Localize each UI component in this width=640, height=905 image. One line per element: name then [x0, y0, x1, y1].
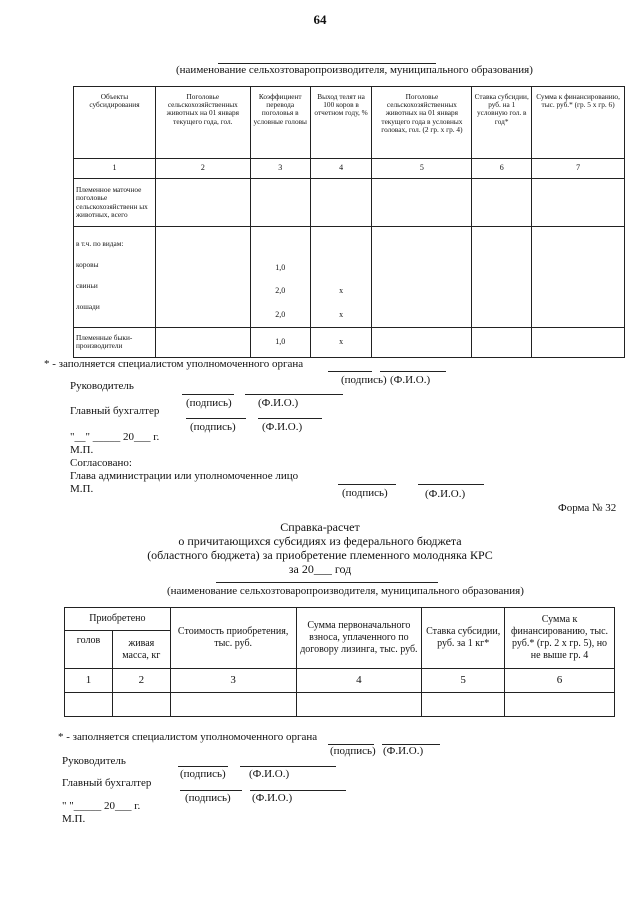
- table-cell: [65, 693, 113, 717]
- fio-caption: (Ф.И.О.): [249, 768, 290, 780]
- fio-line: [250, 790, 346, 791]
- table-cell: [170, 693, 296, 717]
- admin-label: Глава администрации или уполномоченное лицо: [70, 470, 299, 482]
- row-label: свиньи: [76, 281, 98, 291]
- signature-line: [328, 371, 372, 372]
- col-number: 2: [155, 159, 250, 179]
- table-cell: [505, 693, 615, 717]
- calf-cell: [310, 179, 372, 227]
- col-number: 5: [422, 669, 505, 693]
- date-line: " "_____ 20___ г.: [62, 800, 141, 812]
- table-cell: [112, 693, 170, 717]
- table-cell: [155, 327, 250, 357]
- coef-group: [250, 227, 310, 328]
- col-number: 2: [112, 669, 170, 693]
- table-row: [74, 327, 625, 357]
- row-label: коровы: [76, 260, 99, 270]
- calf-cell: x: [339, 286, 344, 296]
- col-header: Поголовье сельскохозяйственных животных на 01 января текущего года в условных головах, гол. (2 гр. х гр. 4): [372, 87, 472, 159]
- name-line: [216, 582, 438, 583]
- form-subtitle: о причитающихся субсидиях из федерального бюджета: [178, 534, 462, 548]
- col-header: Поголовье сельскохозяйственных животных на 01 января текущего года, гол.: [155, 87, 250, 159]
- stamp-label: М.П.: [62, 813, 86, 825]
- fio-caption: (Ф.И.О.): [425, 488, 466, 500]
- col-header: Выход телят на 100 коров в отчетном году, %: [310, 87, 372, 159]
- podpis-caption: (подпись): [330, 745, 376, 757]
- agreed-label: Согласовано:: [70, 457, 132, 469]
- form-subtitle: (областного бюджета) за приобретение племенного молодняка КРС: [147, 548, 493, 562]
- stamp-label: М.П.: [70, 444, 94, 456]
- column-number-row: [74, 159, 625, 179]
- signature-line: [182, 394, 234, 395]
- page-number: 64: [313, 12, 327, 27]
- podpis-caption: (подпись): [186, 397, 232, 409]
- coef-cell: 1,0: [275, 263, 286, 273]
- col-number: 5: [372, 159, 472, 179]
- table-cell: [472, 227, 532, 328]
- table-cell: [372, 227, 472, 328]
- calf-cell: [313, 233, 370, 256]
- row-label-group: [74, 227, 156, 328]
- col-number: 3: [250, 159, 310, 179]
- calf-cell: x: [339, 309, 344, 319]
- head-label: Руководитель: [62, 755, 126, 767]
- date-line: "__" _____ 20___ г.: [70, 431, 160, 443]
- table-cell: [532, 227, 625, 328]
- table-cell: [372, 179, 472, 227]
- breeding-table: [64, 607, 615, 717]
- fio-caption: (Ф.И.О.): [383, 745, 424, 757]
- fio-line: [418, 484, 484, 485]
- table-cell: [372, 327, 472, 357]
- coef-cell: 1,0: [250, 327, 310, 357]
- fio-caption: (Ф.И.О.): [262, 421, 303, 433]
- col-header: Сумма к финансированию, тыс. руб.* (гр. 2 х гр. 5), но не выше гр. 4: [505, 608, 615, 669]
- podpis-caption: (подпись): [180, 768, 226, 780]
- footnote: * - заполняется специалистом уполномоченного органа: [58, 731, 318, 743]
- table-cell: [532, 179, 625, 227]
- form-title: Справка-расчет: [280, 520, 360, 534]
- table-cell: [422, 693, 505, 717]
- col-header: Объекты субсидирования: [74, 87, 156, 159]
- col-header: Коэффициент перевода поголовья в условные головы: [250, 87, 310, 159]
- calf-group: [310, 227, 372, 328]
- table-cell: [155, 179, 250, 227]
- org-caption: (наименование сельхозтоваропроизводителя, муниципального образования): [176, 64, 533, 76]
- fio-caption: (Ф.И.О.): [258, 397, 299, 409]
- accountant-label: Главный бухгалтер: [62, 777, 152, 789]
- calf-cell: x: [310, 327, 372, 357]
- fio-line: [258, 418, 322, 419]
- stamp-label: М.П.: [70, 483, 94, 495]
- table-cell: [155, 227, 250, 328]
- table-row: [65, 693, 615, 717]
- coef-cell: 2,0: [275, 286, 286, 296]
- calf-cell: [313, 256, 370, 279]
- row-label: в т.ч. по видам:: [76, 239, 124, 248]
- col-number: 6: [505, 669, 615, 693]
- accountant-label: Главный бухгалтер: [70, 405, 160, 417]
- fio-line: [380, 371, 446, 372]
- row-label: лошади: [76, 302, 100, 312]
- fio-line: [240, 766, 336, 767]
- col-header: Сумма первоначального взноса, уплаченного по договору лизинга, тыс. руб.: [296, 608, 422, 669]
- table-cell: [472, 327, 532, 357]
- col-number: 7: [532, 159, 625, 179]
- podpis-caption: (подпись): [185, 792, 231, 804]
- col-header: Сумма к финансированию, тыс. руб.* (гр. 5 х гр. 6): [532, 87, 625, 159]
- col-number: 3: [170, 669, 296, 693]
- row-label: Племенные быки-производители: [74, 327, 156, 357]
- podpis-caption: (подпись): [342, 487, 388, 499]
- form-number: Форма № 32: [558, 502, 617, 514]
- fio-caption: (Ф.И.О.): [252, 792, 293, 804]
- podpis-caption: (подпись): [190, 421, 236, 433]
- signature-line: [178, 766, 228, 767]
- col-header: Стоимость приобретения, тыс. руб.: [170, 608, 296, 669]
- coef-cell: [253, 233, 308, 256]
- col-number: 1: [74, 159, 156, 179]
- col-number: 4: [296, 669, 422, 693]
- col-header: живая масса, кг: [112, 631, 170, 669]
- col-number: 6: [472, 159, 532, 179]
- org-caption: (наименование сельхозтоваропроизводителя, муниципального образования): [167, 585, 524, 597]
- fio-caption: (Ф.И.О.): [390, 374, 431, 386]
- table-cell: [472, 179, 532, 227]
- table-row-group: [74, 227, 625, 328]
- row-label: Племенное маточное поголовье сельскохозяйственн ых животных, всего: [74, 179, 156, 227]
- table-header-row: [74, 87, 625, 159]
- signature-line: [180, 790, 242, 791]
- col-header: Ставка субсидии, руб. за 1 кг*: [422, 608, 505, 669]
- signature-line: [186, 418, 246, 419]
- subsidy-table: [73, 86, 625, 358]
- col-header: голов: [65, 631, 113, 669]
- col-number: 1: [65, 669, 113, 693]
- table-row: [74, 179, 625, 227]
- table-cell: [296, 693, 422, 717]
- coef-cell: 2,0: [275, 309, 286, 319]
- group-header: Приобретено: [65, 608, 171, 631]
- signature-line: [338, 484, 396, 485]
- form-period: за 20___ год: [288, 562, 352, 576]
- col-number: 4: [310, 159, 372, 179]
- podpis-caption: (подпись): [341, 374, 387, 386]
- fio-line: [245, 394, 343, 395]
- table-header-row: [65, 608, 615, 631]
- footnote: * - заполняется специалистом уполномоченного органа: [44, 358, 304, 370]
- head-label: Руководитель: [70, 380, 134, 392]
- table-cell: [532, 327, 625, 357]
- column-number-row: [65, 669, 615, 693]
- coef-cell: [250, 179, 310, 227]
- col-header: Ставка субсидии, руб. на 1 условную гол. в год*: [472, 87, 532, 159]
